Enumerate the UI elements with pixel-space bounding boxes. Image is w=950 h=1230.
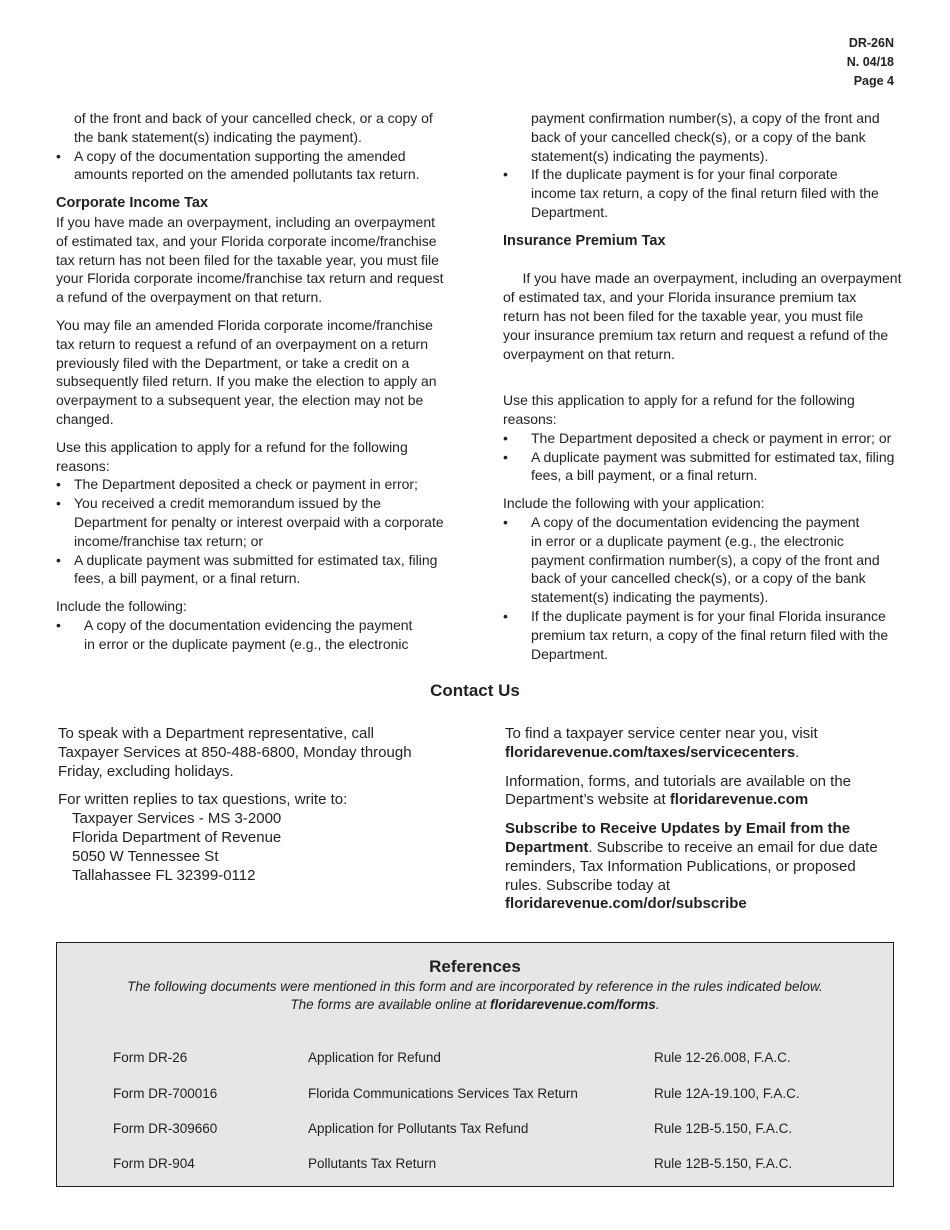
paragraph: You may file an amended Florida corporate income/franchise tax return to request a refund of an overpayment on a return previously filed with the Department, or take a credit on a subsequently filed return. If you make the election to apply an overpayment to a subsequent year, the election may not be changed.	[56, 316, 437, 427]
table-row	[57, 1086, 893, 1104]
section-title: Insurance Premium Tax	[503, 232, 666, 249]
references-title: References	[429, 957, 521, 976]
page-number: Page 4	[853, 74, 894, 88]
mail-intro: For written replies to tax questions, write to:	[58, 791, 348, 809]
bullet-icon: •	[56, 147, 61, 164]
bullet-icon: •	[503, 448, 508, 465]
table-row	[57, 1156, 893, 1174]
reasons-intro: Use this application to apply for a refund for the following reasons:	[56, 438, 408, 474]
include-intro: Include the following with your application:	[503, 495, 765, 512]
form-id: DR-26N	[848, 36, 894, 50]
subscribe-link[interactable]: floridarevenue.com/dor/subscribe	[505, 895, 747, 913]
contact-left	[58, 725, 448, 885]
phone-paragraph: To speak with a Department representative, call Taxpayer Services at 850-488-6800, Monday through Friday, excluding holidays.	[58, 725, 412, 780]
ref-description: Application for Refund	[308, 1050, 441, 1065]
bullet-icon: •	[56, 476, 61, 493]
bullet-icon: •	[503, 513, 508, 530]
list-item: • You received a credit memorandum issued by the Department for penalty or interest overpaid with a corporate income/franchise tax return; or	[56, 495, 444, 549]
ref-rule: Rule 12-26.008, F.A.C.	[654, 1050, 791, 1065]
table-row	[57, 1050, 893, 1068]
list-item: • A copy of the documentation supporting the amended amounts reported on the amended pollutants tax return.	[56, 147, 420, 183]
website-link[interactable]: floridarevenue.com	[669, 791, 809, 809]
ref-rule: Rule 12A-19.100, F.A.C.	[654, 1086, 800, 1101]
form-header	[847, 34, 894, 91]
mailing-address: Taxpayer Services - MS 3-2000 Florida Department of Revenue 5050 W Tennessee St Tallahassee FL 32399-0112	[72, 810, 282, 884]
list-item: • The Department deposited a check or payment in error;	[56, 476, 418, 493]
ref-form: Form DR-309660	[113, 1121, 218, 1136]
bullet-icon: •	[503, 166, 508, 183]
list-item: • If the duplicate payment is for your final Florida insurance premium tax return, a copy of the final return filed with the Department.	[503, 607, 889, 662]
contact-right	[505, 725, 900, 924]
service-center-link[interactable]: floridarevenue.com/taxes/servicecenters	[505, 743, 796, 761]
ref-form: Form DR-700016	[113, 1086, 218, 1101]
bullet-icon: •	[56, 616, 61, 633]
list-item: • A copy of the documentation evidencing the payment in error or a duplicate payment (e.g., the electronic payment confirmation number(s), a copy of the front and back of your cancelled check(s), or a copy of the bank statement(s) indicating the payments).	[503, 513, 880, 606]
continued-text: payment confirmation number(s), a copy of the front and back of your cancelled check(s), or a copy of the bank statement(s) indicating the payments).	[531, 110, 880, 164]
ref-form: Form DR-904	[113, 1156, 195, 1171]
paragraph: If you have made an overpayment, including an overpayment of estimated tax, and your Florida insurance premium tax return has not been filed for the taxable year, you must file your insurance premium tax return and request a refund of the overpayment on that return.	[503, 270, 902, 362]
ref-rule: Rule 12B-5.150, F.A.C.	[654, 1156, 793, 1171]
list-item: • A duplicate payment was submitted for estimated tax, filing fees, a bill payment, or a final return.	[503, 448, 895, 484]
list-item: • A duplicate payment was submitted for estimated tax, filing fees, a bill payment, or a final return.	[56, 551, 438, 587]
ref-rule: Rule 12B-5.150, F.A.C.	[654, 1121, 793, 1136]
bullet-icon: •	[503, 607, 508, 624]
ref-form: Form DR-26	[113, 1050, 188, 1065]
reasons-intro: Use this application to apply for a refund for the following reasons:	[503, 392, 855, 427]
references-note: The following documents were mentioned in this form and are incorporated by reference in the rules indicated below. The forms are available online at floridarevenue.com/forms.	[127, 979, 823, 1012]
subscribe-paragraph: Subscribe to Receive Updates by Email from the Department. Subscribe to receive an email for due date reminders, Tax Information Publications, or proposed rules. Subscribe today at floridarevenue.com/dor/subscribe	[505, 820, 878, 913]
references-box	[56, 942, 894, 1187]
paragraph: If you have made an overpayment, including an overpayment of estimated tax, and your Florida corporate income/franchise tax return has not been filed for the taxable year, you must file your Florida corporate income/franchise tax return and request a refund of the overpayment on that return.	[56, 213, 444, 306]
ref-description: Florida Communications Services Tax Return	[308, 1086, 578, 1101]
forms-link[interactable]: floridarevenue.com/forms	[490, 997, 656, 1012]
contact-title: Contact Us	[430, 681, 520, 700]
list-item: • The Department deposited a check or payment in error; or	[503, 429, 892, 446]
service-center-paragraph: To find a taxpayer service center near you, visit floridarevenue.com/taxes/servicecenters.	[505, 725, 818, 761]
include-intro: Include the following:	[56, 598, 187, 615]
list-item: • If the duplicate payment is for your final corporate income tax return, a copy of the final return filed with the Department.	[503, 166, 879, 220]
table-row	[57, 1121, 893, 1139]
continued-text: of the front and back of your cancelled check, or a copy of the bank statement(s) indicating the payment).	[74, 110, 433, 145]
bullet-icon: •	[56, 551, 61, 568]
right-column	[503, 109, 903, 663]
list-item: • A copy of the documentation evidencing the payment in error or the duplicate payment (e.g., the electronic	[56, 616, 413, 652]
form-revision: N. 04/18	[846, 55, 894, 69]
bullet-icon: •	[56, 495, 61, 512]
bullet-icon: •	[503, 429, 508, 446]
ref-description: Application for Pollutants Tax Refund	[308, 1121, 529, 1136]
ref-description: Pollutants Tax Return	[308, 1156, 437, 1171]
info-paragraph: Information, forms, and tutorials are available on the Department’s website at floridarevenue.com	[505, 772, 852, 809]
section-title: Corporate Income Tax	[56, 195, 209, 212]
left-column	[56, 109, 451, 654]
